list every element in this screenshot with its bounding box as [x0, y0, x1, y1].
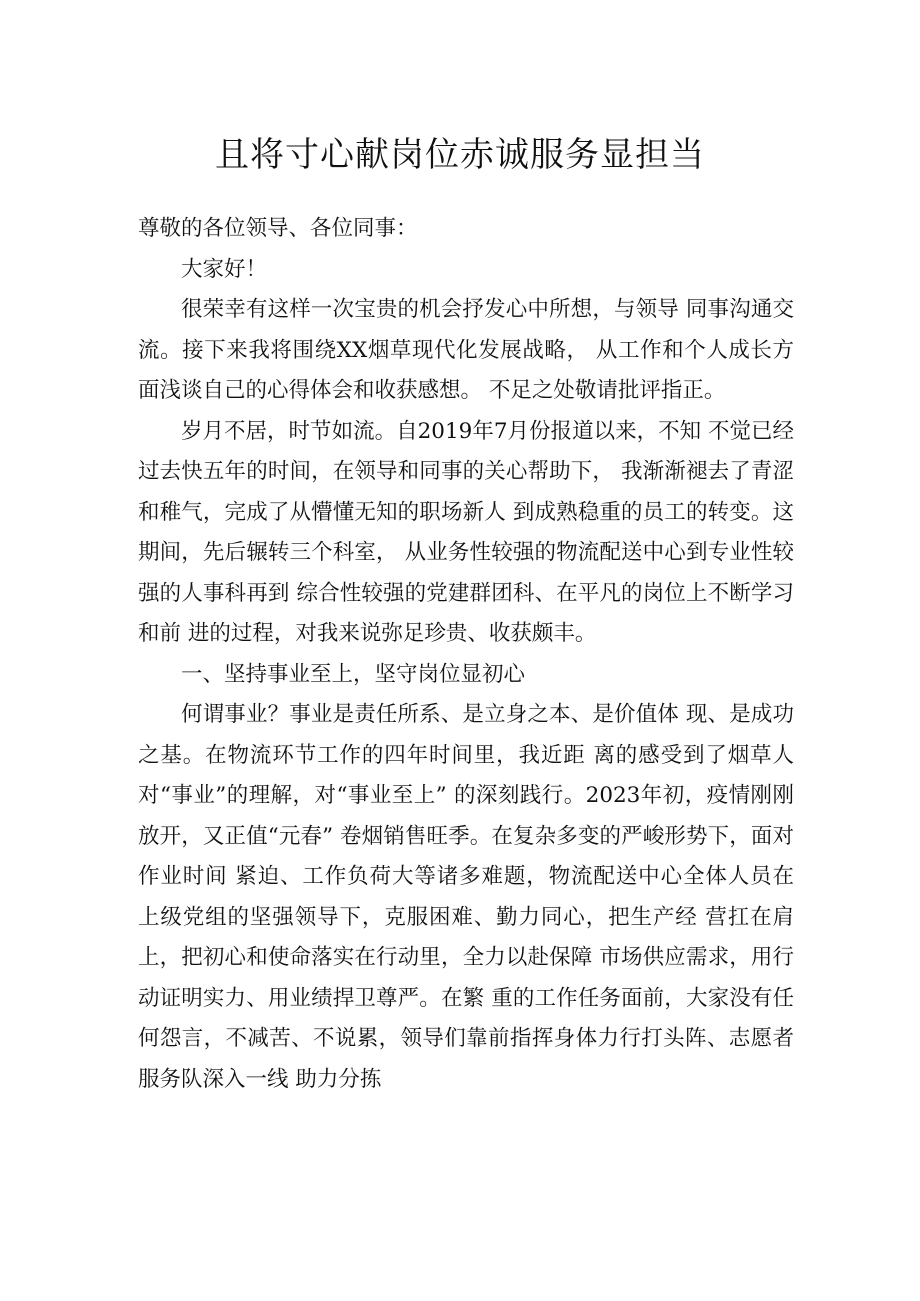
- greeting-paragraph: 大家好！: [181, 256, 268, 282]
- career-paragraph: 岁月不居，时节如流。自2019年7月份报道以来，不知 不觉已经过去快五年的时间，在领导和同事的关心帮助下， 我渐渐褪去了青涩和稚气，完成了从懵懂无知的职场新人 到成熟稳重的员工的转变。这期间，先后辗转三个科室， 从业务性较强的物流配送中心到专业性较强的人事科再到 综合性较强的党建群团科、在平凡的岗位上不断学习和前 进的过程，对我来说弥足珍贵、收获颇丰。: [138, 418, 794, 646]
- salutation: 尊敬的各位领导、各位同事：: [138, 216, 418, 241]
- section-heading: 一、坚持事业至上，坚守岗位显初心: [181, 661, 526, 687]
- document-title: 且将寸心献岗位赤诚服务显担当: [215, 134, 705, 175]
- document-body: [138, 209, 794, 1100]
- section-paragraph: 何谓事业？事业是责任所系、是立身之本、是价值体 现、是成功之基。在物流环节工作的四年时间里，我近距 离的感受到了烟草人对“事业”的理解，对“事业至上” 的深刻践行。2023年初，疫情刚刚放开，又正值“元春” 卷烟销售旺季。在复杂多变的严峻形势下，面对作业时间 紧迫、工作负荷大等诸多难题，物流配送中心全体人员在 上级党组的坚强领导下，克服困难、勤力同心，把生产经 营扛在肩上，把初心和使命落实在行动里，全力以赴保障 市场供应需求，用行动证明实力、用业绩捍卫尊严。在繁 重的工作任务面前，大家没有任何怨言，不减苦、不说累，领导们靠前指挥身体力行打头阵、志愿者服务队深入一线 助力分拣: [138, 702, 794, 1092]
- intro-paragraph: 很荣幸有这样一次宝贵的机会抒发心中所想，与领导 同事沟通交流。接下来我将围绕XX烟草现代化发展战略， 从工作和个人成长方面浅谈自己的心得体会和收获感想。 不足之处敬请批评指正。: [138, 297, 794, 403]
